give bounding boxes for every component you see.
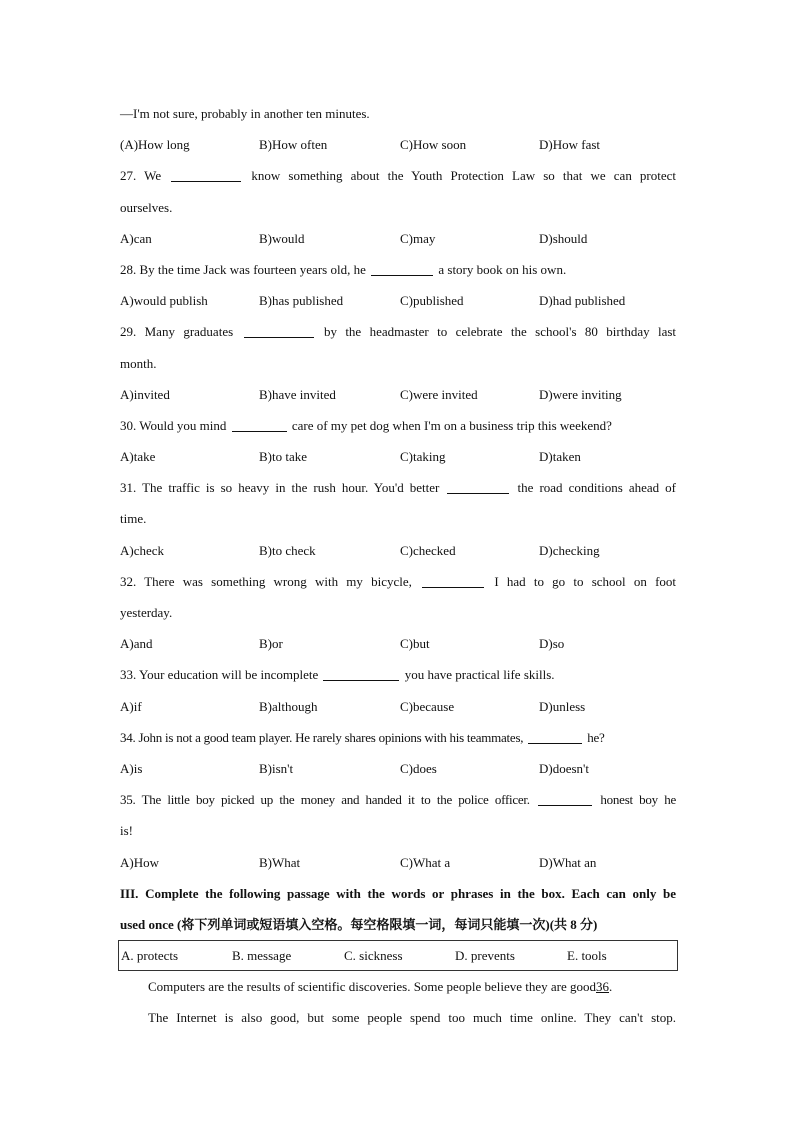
option-d: D)were inviting [539,386,622,402]
question-34: 34. John is not a good team player. He rarely shares opinions with his teammates, he? [120,729,605,745]
q26-options [120,129,676,160]
question-27: 27. We know something about the Youth Protection Law so that we can protect [120,168,677,184]
word-box-item: D. prevents [455,948,515,964]
option-a: A)and [120,636,153,652]
question-28: 28. By the time Jack was fourteen years old, he a story book on his own. [120,261,567,277]
option-c: C)because [400,698,455,714]
option-d: D)checking [539,542,600,558]
answer-blank [232,417,287,432]
option-a: A)if [120,698,142,714]
q35-options [120,847,676,878]
answer-blank [244,323,314,338]
answer-line: —I'm not sure, probably in another ten minutes. [120,106,370,121]
option-c: C)What a [400,854,451,870]
q28-options [120,285,676,316]
question-30: 30. Would you mind care of my pet dog when I'm on a business trip this weekend? [120,417,612,433]
q32-options [120,628,676,659]
question-29: 29. Many graduates by the headmaster to celebrate the school's 80 birthday last [120,324,677,340]
passage-line: The Internet is also good, but some people spend too much time online. They can't stop. [148,1010,676,1026]
option-c: C)published [400,293,464,309]
option-d: D)How fast [539,137,601,153]
answer-blank [422,573,484,588]
option-d: D)had published [539,293,626,309]
option-d: D)taken [539,449,581,465]
section-heading-cont: used once (将下列单词或短语填入空格。每空格限填一词，每词只能填一次)(共 8 分) [120,916,598,932]
question-31-cont: time. [120,511,147,527]
option-a: A)How [120,854,159,870]
answer-blank [371,261,433,276]
option-b: B)isn't [259,760,294,776]
answer-blank [323,666,399,681]
option-c: C)How soon [400,137,467,153]
question-32-cont: yesterday. [120,605,173,620]
option-d: D)unless [539,698,586,714]
option-d: D)so [539,636,565,652]
word-box-item: E. tools [567,948,607,964]
answer-blank [538,791,592,806]
option-d: D)What an [539,854,597,870]
passage-line: Computers are the results of scientific discoveries. Some people believe they are good36. [148,979,613,995]
word-box-item: C. sickness [344,948,403,964]
question-27-cont: ourselves. [120,199,173,215]
option-b: B)has published [259,293,344,309]
question-32: 32. There was something wrong with my bicycle, I had to go to school on foot [120,573,677,589]
q33-options [120,691,676,722]
option-c: C)may [400,230,436,246]
option-d: D)doesn't [539,760,590,776]
option-a: (A)How long [120,137,190,153]
answer-blank [171,167,241,182]
question-35: 35. The little boy picked up the money and handed it to the police officer. honest boy he [120,792,677,808]
section-heading: III. Complete the following passage with the words or phrases in the box. Each can only be [120,885,676,901]
option-d: D)should [539,230,588,246]
question-31: 31. The traffic is so heavy in the rush hour. You'd better the road conditions ahead of [120,480,677,496]
word-box-item: A. protects [121,948,179,964]
option-a: A)take [120,449,156,465]
q30-options [120,441,676,472]
word-box [118,940,678,971]
question-33: 33. Your education will be incomplete you have practical life skills. [120,667,555,683]
option-a: A)would publish [120,293,208,309]
q29-options [120,379,676,410]
option-b: B)to take [259,449,308,465]
option-c: C)were invited [400,386,478,402]
option-a: A)can [120,230,152,246]
option-c: C)taking [400,449,446,465]
option-c: C)does [400,760,437,776]
blank-number: 36 [596,979,609,995]
option-a: A)is [120,760,143,776]
q27-options [120,223,676,254]
option-b: B)to check [259,542,316,558]
option-b: B)have invited [259,386,336,402]
word-box-item: B. message [232,948,292,964]
question-35-cont: is! [120,823,133,839]
option-a: A)check [120,542,165,558]
option-c: C)but [400,636,430,652]
q31-options [120,535,676,566]
option-c: C)checked [400,542,456,558]
option-b: B)How often [259,137,328,153]
option-b: B)or [259,636,283,652]
q34-options [120,753,676,784]
option-b: B)What [259,854,301,870]
question-29-cont: month. [120,355,157,371]
option-a: A)invited [120,386,170,402]
answer-blank [447,479,509,494]
option-b: B)would [259,230,305,246]
exam-page [120,98,676,1033]
answer-blank [528,729,582,744]
option-b: B)although [259,698,318,714]
